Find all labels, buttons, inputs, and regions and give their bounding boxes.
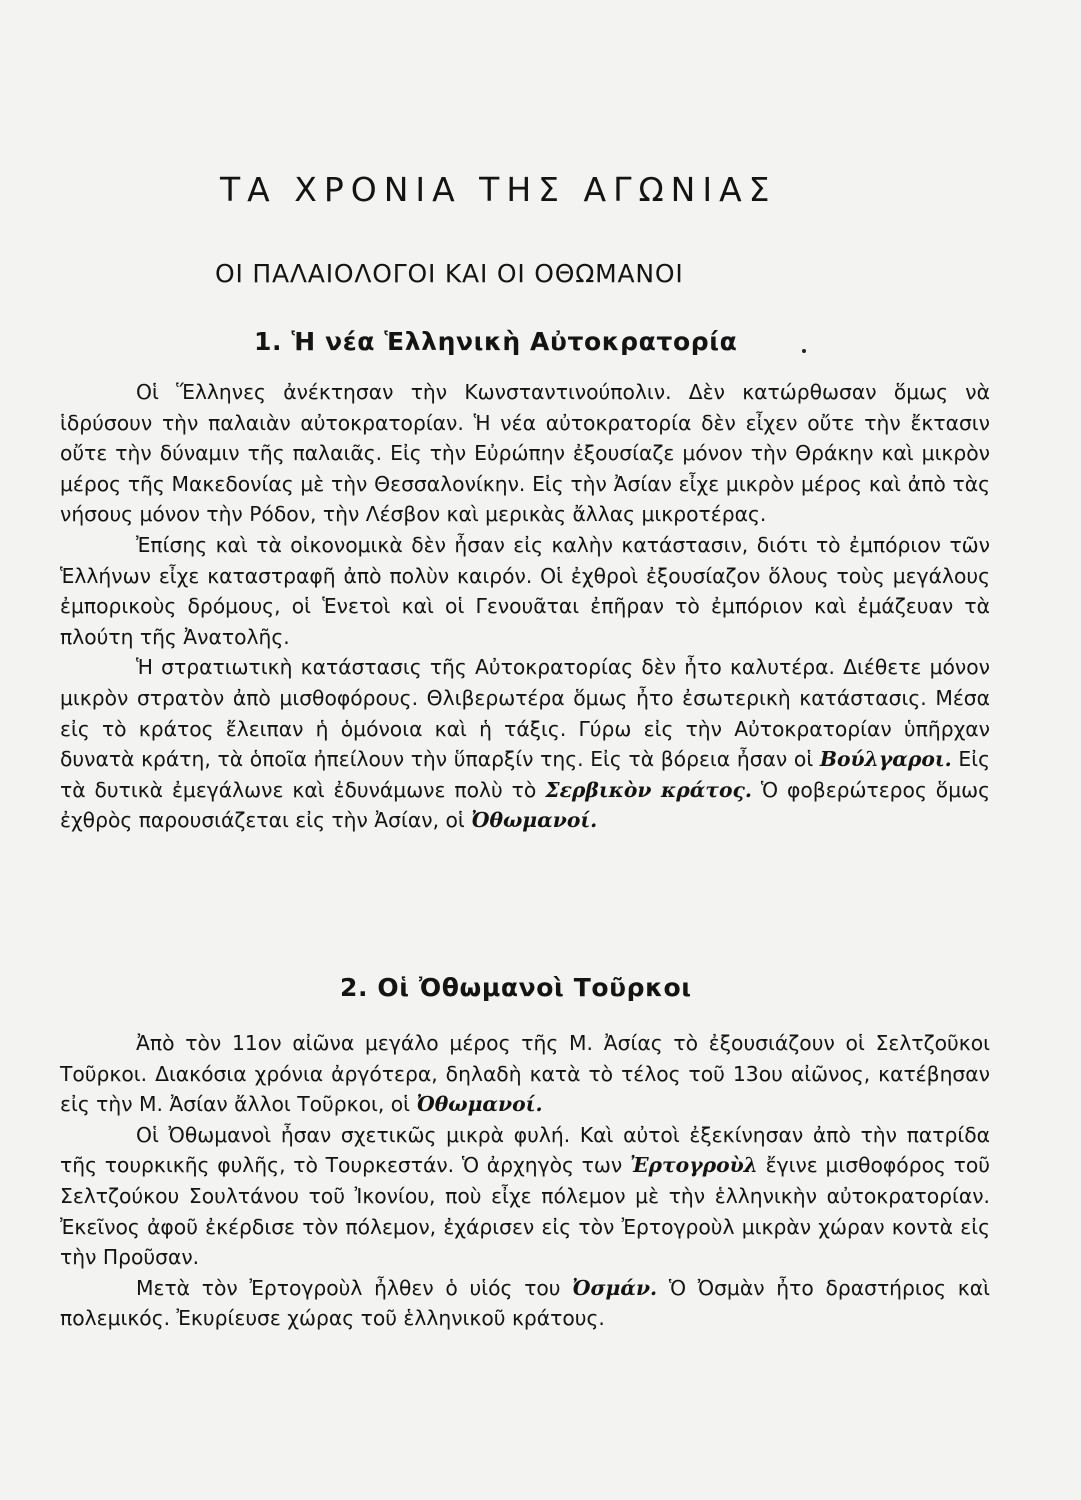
section-2-paragraph-1 (60, 1028, 990, 1120)
paragraph-text: Ἀπὸ τὸν 11ον αἰῶνα μεγάλο μέρος τῆς Μ. Ἀσίας τὸ ἐξουσιάζουν οἱ Σελτζοῦκοι Τοῦρκοι. Διακόσια χρόνια ἀργότερα, δηλαδὴ κατὰ τὸ τέλος τοῦ 13ου αἰῶνος, κατέβησαν εἰς τὴν Μ. Ἀσίαν ἄλλοι Τοῦρκοι, οἱ (60, 1031, 990, 1117)
section-1-heading: 1. Ἡ νέα Ἑλληνικὴ Αὐτοκρατορία (254, 327, 738, 356)
section-1-paragraph-3 (60, 652, 990, 836)
emphasis-ottomans: Ὀθωμανοί. (471, 808, 598, 833)
emphasis-osman: Ὀσμάν. (572, 1275, 658, 1300)
section-1-body (60, 377, 990, 836)
chapter-subtitle: ΟΙ ΠΑΛΑΙΟΛΟΓΟΙ ΚΑΙ ΟΙ ΟΘΩΜΑΝΟΙ (215, 259, 684, 288)
section-2-paragraph-3 (60, 1273, 990, 1334)
paragraph-text: ἔγινε μισθοφόρος τοῦ Σελτζούκου Σουλτάνου τοῦ Ἰκονίου, ποὺ εἶχε πόλεμον μὲ τὴν ἑλληνικὴν αὐτοκρατορίαν. Ἐκεῖνος ἀφοῦ ἐκέρδισε τὸν πόλεμον, ἐχάρισεν εἰς τὸν Ἐρτογροὺλ μικρὰν χώραν κοντὰ εἰς τὴν Προῦσαν. (60, 1153, 990, 1270)
emphasis-bulgarians: Βούλγαροι. (819, 747, 952, 772)
section-1-paragraph-2: Ἐπίσης καὶ τὰ οἰκονομικὰ δὲν ἦσαν εἰς καλὴν κατάστασιν, διότι τὸ ἐμπόριον τῶν Ἑλλήνων εἶχε καταστραφῆ ἀπὸ πολὺν καιρόν. Οἱ ἐχθροὶ ἐξουσίαζον ὅλους τοὺς μεγάλους ἐμπορικοὺς δρόμους, οἱ Ἑνετοὶ καὶ οἱ Γενουᾶται ἐπῆραν τὸ ἐμπόριον καὶ ἐμάζευαν τὰ πλούτη τῆς Ἀνατολῆς. (60, 532, 990, 649)
paragraph-text: Οἱ Ὀθωμανοὶ ἦσαν σχετικῶς μικρὰ φυλή. Καὶ αὐτοὶ ἐξεκίνησαν ἀπὸ τὴν πατρίδα τῆς τουρκικῆς φυλῆς, τὸ Τουρκεστάν. Ὁ ἀρχηγὸς των (60, 1122, 990, 1178)
section-1-paragraph-1: Οἱ Ἕλληνες ἀνέκτησαν τὴν Κωνσταντινούπολιν. Δὲν κατώρθωσαν ὅμως νὰ ἱδρύσουν τὴν παλαιὰν αὐτοκρατορίαν. Ἡ νέα αὐτοκρατορία δὲν εἶχεν οὔτε τὴν ἔκτασιν οὔτε τὴν δύναμιν τῆς παλαιᾶς. Εἰς τὴν Εὐρώπην ἐξουσίαζε μόνον τὴν Θράκην καὶ μικρὸν μέρος τῆς Μακεδονίας μὲ τὴν Θεσσαλονίκην. Εἰς τὴν Ἀσίαν εἶχε μικρὸν μέρος καὶ ἀπὸ τὰς νήσους μόνον τὴν Ρόδον, τὴν Λέσβον καὶ μερικὰς ἄλλας μικροτέρας. (60, 380, 990, 527)
paragraph-text: Μετὰ τὸν Ἐρτογροὺλ ἦλθεν ὁ υἱός του (136, 1275, 573, 1300)
print-speck (802, 349, 806, 353)
chapter-title: ΤΑ ΧΡΟΝΙΑ ΤΗΣ ΑΓΩΝΙΑΣ (220, 170, 777, 209)
paragraph-text: Εἰς τὰ δυτικὰ ἐμεγάλωνε καὶ ἐδυνάμωνε πολὺ τὸ (60, 747, 990, 802)
emphasis-ottomans: Ὀθωμανοί. (416, 1092, 543, 1117)
paragraph-text: Ὁ φοβερώτερος ὅμως ἐχθρὸς παρουσιάζεται εἰς τὴν Ἀσίαν, οἱ (60, 777, 990, 833)
section-2-paragraph-2 (60, 1120, 990, 1273)
emphasis-serbian-state: Σερβικὸν κράτος. (545, 777, 752, 802)
paragraph-text: Ὁ Ὀσμὰν ἦτο δραστήριος καὶ πολεμικός. Ἐκυρίευσε χώρας τοῦ ἑλληνικοῦ κράτους. (60, 1275, 990, 1331)
emphasis-ertogrul: Ἐρτογροὺλ (629, 1153, 758, 1178)
section-2-heading: 2. Οἱ Ὀθωμανοὶ Τοῦρκοι (340, 973, 692, 1002)
paragraph-text: Ἡ στρατιωτικὴ κατάστασις τῆς Αὐτοκρατορίας δὲν ἦτο καλυτέρα. Διέθετε μόνον μικρὸν στρατὸν ἀπὸ μισθοφόρους. Θλιβερωτέρα ὅμως ἦτο ἐσωτερικὴ κατάστασις. Μέσα εἰς τὸ κράτος ἔλειπαν ἡ ὁμόνοια καὶ ἡ τάξις. Γύρω εἰς τὴν Αὐτοκρατορίαν ὑπῆρχαν δυνατὰ κράτη, τὰ ὁποῖα ἠπείλουν τὴν ὕπαρξίν της. Εἰς τὰ βόρεια ἦσαν οἱ (60, 655, 990, 772)
section-2-body (60, 1028, 990, 1334)
